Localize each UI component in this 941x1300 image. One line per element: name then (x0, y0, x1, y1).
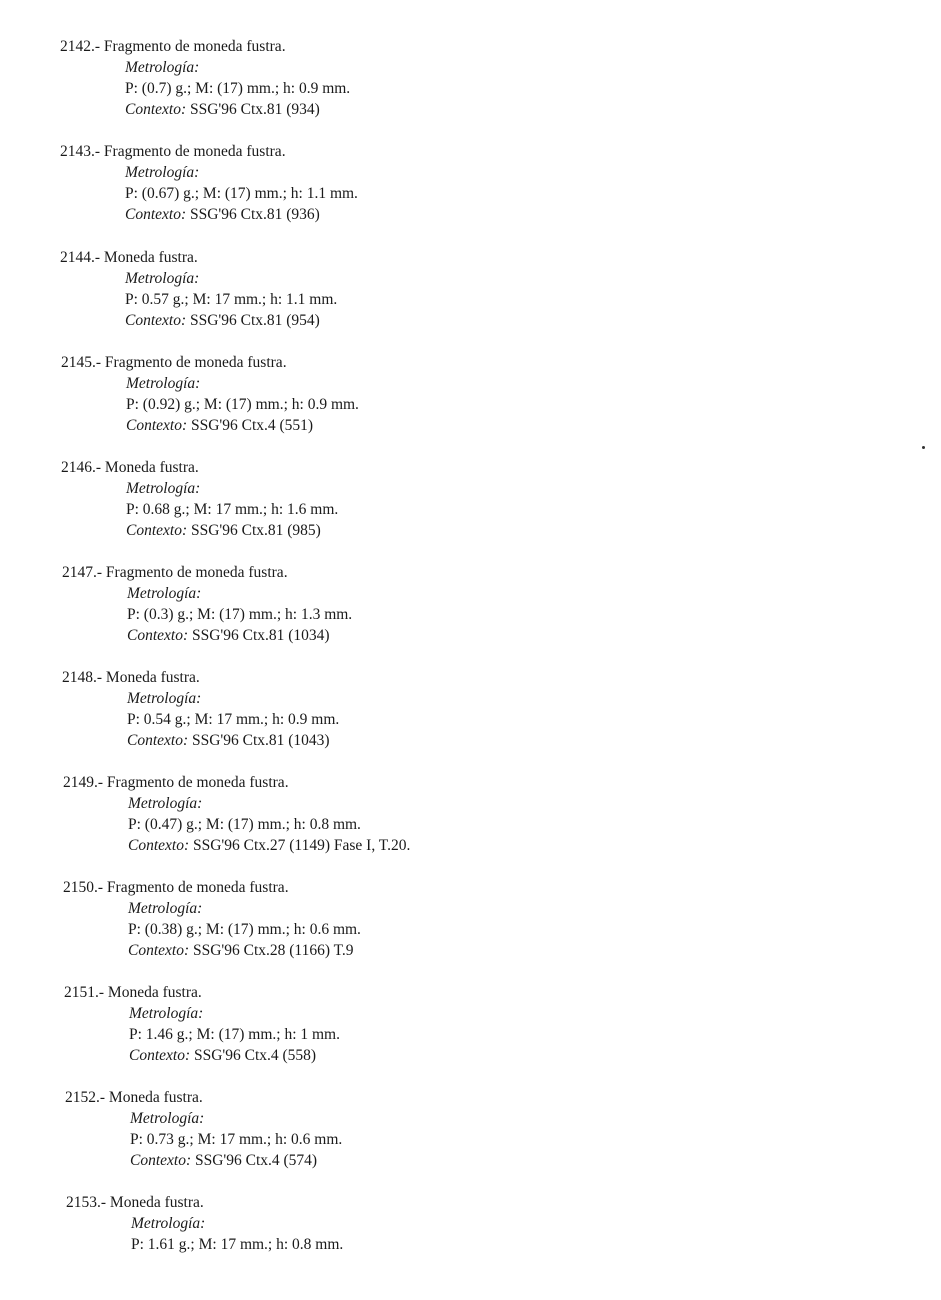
entry-number: 2151.- (64, 984, 105, 1001)
entry-title: Moneda fustra. (104, 459, 199, 476)
entry-number: 2144.- (60, 249, 101, 266)
catalog-entry (63, 877, 361, 961)
entry-number: 2148.- (62, 669, 103, 686)
entry-heading (61, 352, 359, 373)
context-label: Contexto: (125, 101, 187, 118)
measurements: P: (0.38) g.; M: (17) mm.; h: 0.6 mm. (128, 921, 361, 938)
context-label: Contexto: (129, 1047, 191, 1064)
context-value: SSG'96 Ctx.81 (934) (190, 101, 320, 118)
entry-heading (60, 141, 358, 162)
entry-heading (60, 247, 337, 268)
measurements: P: (0.7) g.; M: (17) mm.; h: 0.9 mm. (125, 80, 351, 97)
scan-speck (922, 446, 925, 449)
entry-heading (66, 1192, 343, 1213)
measurements: P: 0.68 g.; M: 17 mm.; h: 1.6 mm. (126, 501, 339, 518)
context-line (63, 835, 410, 856)
context-label: Contexto: (127, 732, 189, 749)
catalog-entry (62, 667, 339, 751)
entry-number: 2153.- (66, 1194, 107, 1211)
context-label: Contexto: (128, 942, 190, 959)
metrology-label: Metrología: (127, 585, 202, 602)
context-value: SSG'96 Ctx.4 (551) (191, 417, 314, 434)
entry-title: Moneda fustra. (107, 984, 202, 1001)
entry-heading (60, 36, 350, 57)
entry-title: Moneda fustra. (109, 1194, 204, 1211)
catalog-entry (61, 457, 338, 541)
entry-heading (65, 1087, 342, 1108)
context-line (60, 99, 350, 120)
catalog-entry (60, 247, 337, 331)
entry-number: 2145.- (61, 354, 102, 371)
context-value: SSG'96 Ctx.81 (985) (191, 522, 321, 539)
context-line (62, 625, 352, 646)
measurements: P: (0.3) g.; M: (17) mm.; h: 1.3 mm. (127, 606, 353, 623)
catalog-entry (63, 772, 410, 856)
catalog-entry (61, 352, 359, 436)
measurements: P: 0.54 g.; M: 17 mm.; h: 0.9 mm. (127, 711, 340, 728)
measurements: P: 1.46 g.; M: (17) mm.; h: 1 mm. (129, 1026, 340, 1043)
entry-heading (61, 457, 338, 478)
context-label: Contexto: (126, 417, 188, 434)
context-label: Contexto: (127, 627, 189, 644)
context-line (60, 310, 337, 331)
context-value: SSG'96 Ctx.81 (1034) (192, 627, 330, 644)
catalog-entry (66, 1192, 343, 1255)
context-label: Contexto: (130, 1152, 192, 1169)
context-line (63, 940, 361, 961)
context-line (64, 1045, 340, 1066)
entry-title: Fragmento de moneda fustra. (103, 38, 286, 55)
entry-heading (62, 667, 339, 688)
context-label: Contexto: (126, 522, 188, 539)
catalog-entry (62, 562, 352, 646)
metrology-label: Metrología: (128, 900, 203, 917)
context-label: Contexto: (128, 837, 190, 854)
metrology-label: Metrología: (130, 1110, 205, 1127)
context-value: SSG'96 Ctx.27 (1149) Fase I, T.20. (193, 837, 411, 854)
entry-number: 2146.- (61, 459, 102, 476)
context-line (61, 415, 359, 436)
entry-title: Fragmento de moneda fustra. (106, 879, 289, 896)
metrology-label: Metrología: (125, 164, 200, 181)
metrology-label: Metrología: (129, 1005, 204, 1022)
entry-number: 2143.- (60, 143, 101, 160)
measurements: P: 0.73 g.; M: 17 mm.; h: 0.6 mm. (130, 1131, 343, 1148)
context-value: SSG'96 Ctx.81 (954) (190, 312, 320, 329)
entry-heading (62, 562, 352, 583)
metrology-label: Metrología: (125, 59, 200, 76)
entry-title: Fragmento de moneda fustra. (105, 564, 288, 581)
context-label: Contexto: (125, 312, 187, 329)
entry-title: Moneda fustra. (108, 1089, 203, 1106)
context-line (61, 520, 338, 541)
measurements: P: (0.47) g.; M: (17) mm.; h: 0.8 mm. (128, 816, 361, 833)
entry-number: 2149.- (63, 774, 104, 791)
measurements: P: 0.57 g.; M: 17 mm.; h: 1.1 mm. (125, 291, 338, 308)
context-value: SSG'96 Ctx.4 (574) (195, 1152, 318, 1169)
metrology-label: Metrología: (128, 795, 203, 812)
entry-heading (63, 772, 410, 793)
entry-title: Moneda fustra. (103, 249, 198, 266)
entry-heading (64, 982, 340, 1003)
entry-number: 2152.- (65, 1089, 106, 1106)
entry-title: Fragmento de moneda fustra. (103, 143, 286, 160)
metrology-label: Metrología: (131, 1215, 206, 1232)
context-value: SSG'96 Ctx.28 (1166) T.9 (193, 942, 354, 959)
entry-number: 2150.- (63, 879, 104, 896)
context-line (65, 1150, 342, 1171)
metrology-label: Metrología: (126, 480, 201, 497)
context-line (62, 730, 339, 751)
metrology-label: Metrología: (126, 375, 201, 392)
metrology-label: Metrología: (127, 690, 202, 707)
measurements: P: (0.92) g.; M: (17) mm.; h: 0.9 mm. (126, 396, 359, 413)
entry-heading (63, 877, 361, 898)
catalog-entry (64, 982, 340, 1066)
measurements: P: (0.67) g.; M: (17) mm.; h: 1.1 mm. (125, 185, 358, 202)
context-value: SSG'96 Ctx.81 (1043) (192, 732, 330, 749)
context-line (60, 204, 358, 225)
context-value: SSG'96 Ctx.4 (558) (194, 1047, 317, 1064)
measurements: P: 1.61 g.; M: 17 mm.; h: 0.8 mm. (131, 1236, 344, 1253)
entry-number: 2147.- (62, 564, 103, 581)
catalog-entry (60, 141, 358, 225)
entry-number: 2142.- (60, 38, 101, 55)
context-label: Contexto: (125, 206, 187, 223)
metrology-label: Metrología: (125, 270, 200, 287)
context-value: SSG'96 Ctx.81 (936) (190, 206, 320, 223)
catalog-entry (60, 36, 350, 120)
entry-title: Fragmento de moneda fustra. (106, 774, 289, 791)
catalog-entry (65, 1087, 342, 1171)
entry-title: Moneda fustra. (105, 669, 200, 686)
entry-title: Fragmento de moneda fustra. (104, 354, 287, 371)
